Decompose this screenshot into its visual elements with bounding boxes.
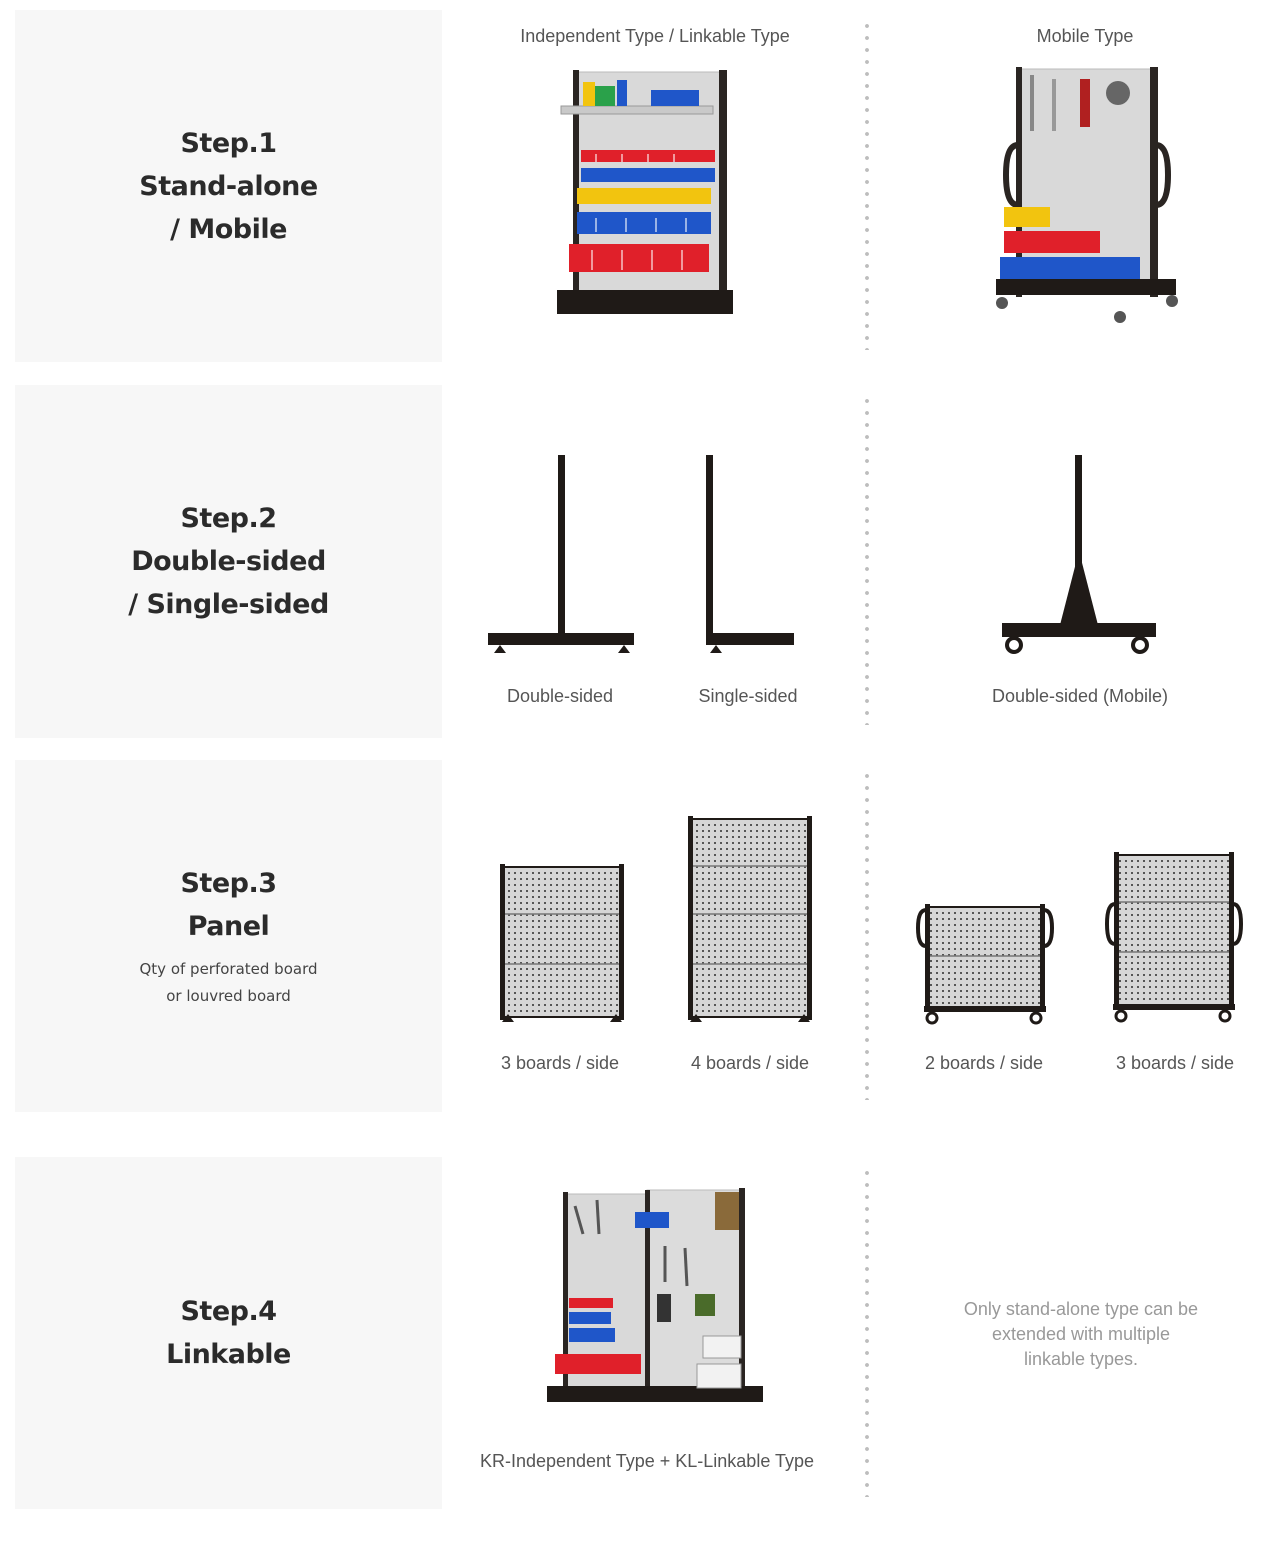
double-sided-mobile-caption: Double-sided (Mobile) [991, 686, 1169, 706]
step4-title-line2: Linkable [166, 1339, 291, 1370]
step1-divider [865, 20, 869, 350]
single-sided-caption: Single-sided [698, 686, 798, 706]
step3-divider [865, 770, 869, 1100]
step4-title: Step.4 [180, 1296, 277, 1327]
double-sided-frame-image [488, 455, 638, 655]
step1-title-line2: Stand-alone [139, 170, 318, 202]
three-boards-frame-image [500, 864, 624, 1024]
step1-right-caption: Mobile Type [1036, 26, 1134, 46]
step2-divider [865, 395, 869, 725]
single-sided-frame-image [706, 455, 798, 655]
linkable-rack-image [545, 1186, 770, 1431]
mobile-frame-image [1000, 455, 1158, 655]
three-boards-mobile-caption: 3 boards / side [1115, 1053, 1235, 1073]
three-boards-mobile-image [1105, 852, 1243, 1024]
step4-panel [15, 1157, 442, 1509]
step2-title: Step.2 [180, 503, 277, 534]
four-boards-frame-image [688, 816, 812, 1024]
double-sided-caption: Double-sided [506, 686, 614, 706]
two-boards-mobile-caption: 2 boards / side [924, 1053, 1044, 1073]
step4-caption: KR-Independent Type + KL-Linkable Type [479, 1451, 815, 1471]
three-boards-caption: 3 boards / side [500, 1053, 620, 1073]
step3-subtitle-line2: or louvred board [166, 987, 291, 1005]
step2-panel [15, 385, 442, 738]
step3-panel [15, 760, 442, 1112]
two-boards-mobile-image [916, 904, 1054, 1026]
step2-title-line2: Double-sided [131, 546, 326, 577]
step3-title-line2: Panel [187, 911, 270, 942]
step1-panel [15, 10, 442, 362]
step4-divider [865, 1167, 869, 1497]
mobile-rack-image [990, 65, 1190, 330]
independent-rack-image [555, 68, 735, 324]
step1-title: Step.1 [180, 127, 277, 159]
four-boards-caption: 4 boards / side [690, 1053, 810, 1073]
step3-subtitle: Qty of perforated board [139, 960, 318, 978]
step3-title: Step.3 [180, 868, 277, 899]
step4-note: Only stand-alone type can be extended with multiple linkable types. [963, 1299, 1199, 1369]
step1-left-caption: Independent Type / Linkable Type [520, 26, 790, 46]
step2-title-line3: / Single-sided [128, 589, 329, 620]
step1-title-line3: / Mobile [170, 213, 287, 245]
